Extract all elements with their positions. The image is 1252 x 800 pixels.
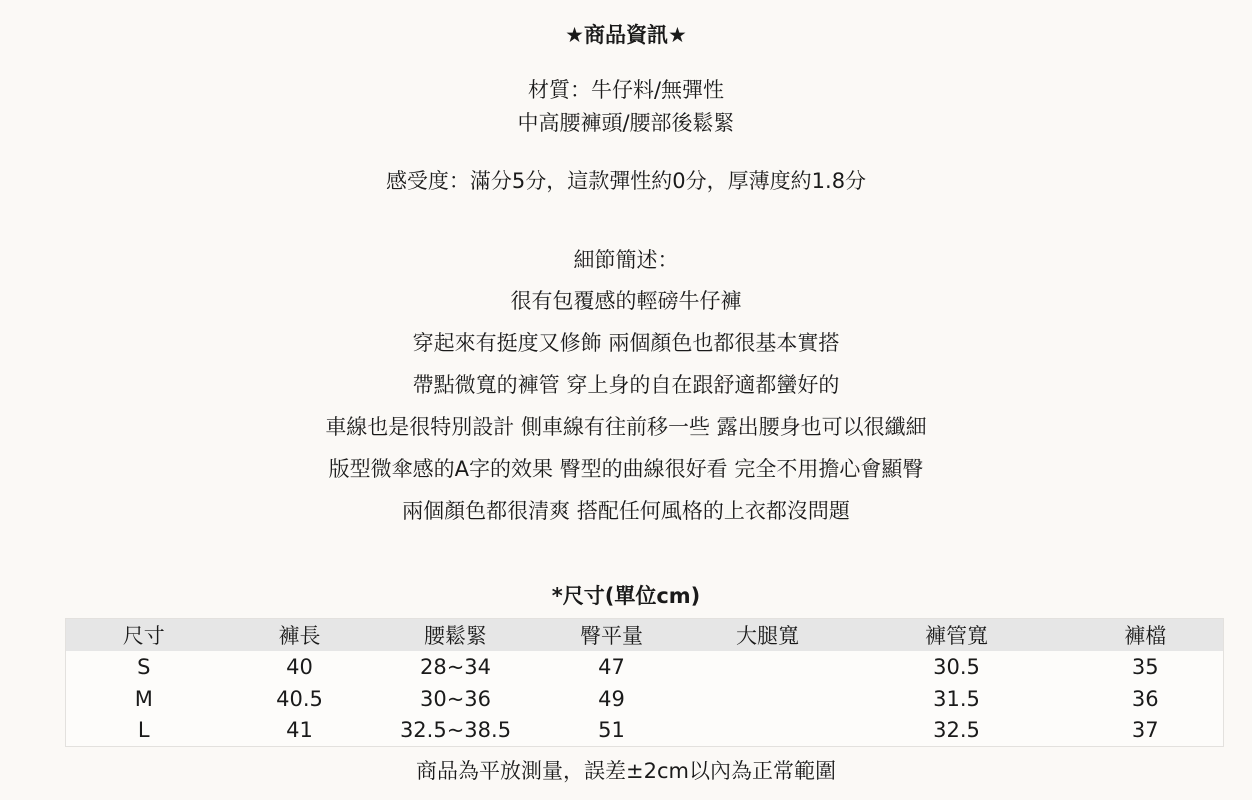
detail-line: 很有包覆感的輕磅牛仔褲: [510, 289, 742, 313]
table-cell: 30.5: [933, 654, 980, 679]
header-cell: 臀平量: [580, 623, 643, 648]
table-cell: 40: [286, 654, 313, 679]
table-cell: 41: [286, 718, 313, 743]
table-cell: 47: [598, 654, 625, 679]
material-text: 材質：牛仔料/無彈性: [527, 78, 725, 102]
table-cell: [690, 651, 846, 683]
table-row: [66, 715, 1224, 747]
table-cell: [690, 683, 846, 715]
table-cell: 36: [1131, 686, 1159, 711]
table-row: [66, 683, 1224, 715]
detail-line: 帶點微寬的褲管 穿上身的自在跟舒適都蠻好的: [412, 373, 840, 397]
details-heading: 細節簡述：: [573, 248, 679, 272]
table-cell: 51: [598, 718, 625, 743]
table-row: [66, 651, 1224, 683]
table-cell: 32.5~38.5: [399, 718, 512, 743]
detail-line: 版型微傘感的A字的效果 臀型的曲線很好看 完全不用擔心會顯臀: [328, 457, 924, 481]
detail-line: 車線也是很特別設計 側車線有往前移一些 露出腰身也可以很纖細: [325, 415, 927, 439]
table-cell: [690, 715, 846, 747]
header-cell: 腰鬆緊: [424, 623, 487, 648]
table-cell: 32.5: [933, 718, 980, 743]
size-heading: *尺寸(單位cm): [551, 584, 701, 608]
header-cell: 褲長: [278, 623, 321, 648]
product-info-title: ★商品資訊★: [565, 23, 687, 47]
feel-rating-text: 感受度：滿分5分，這款彈性約0分，厚薄度約1.8分: [385, 169, 867, 193]
table-cell: 49: [598, 686, 625, 711]
size-table: [65, 618, 1224, 747]
table-cell: 35: [1131, 654, 1159, 679]
table-cell: S: [137, 654, 151, 679]
header-cell: 大腿寬: [736, 623, 799, 648]
table-cell: L: [137, 718, 150, 743]
table-cell: 28~34: [419, 654, 492, 679]
table-cell: M: [134, 686, 153, 711]
header-cell: 褲管寬: [925, 623, 988, 648]
header-cell: 褲檔: [1124, 623, 1167, 648]
waist-text: 中高腰褲頭/腰部後鬆緊: [517, 111, 735, 135]
size-table-header-row: [66, 619, 1224, 651]
table-cell: 31.5: [933, 686, 980, 711]
detail-line: 兩個顏色都很清爽 搭配任何風格的上衣都沒問題: [402, 499, 850, 523]
table-cell: 40.5: [276, 686, 323, 711]
table-cell: 30~36: [419, 686, 492, 711]
header-cell: 尺寸: [122, 623, 165, 648]
table-cell: 37: [1131, 718, 1159, 743]
detail-line: 穿起來有挺度又修飾 兩個顏色也都很基本實搭: [412, 331, 840, 355]
measurement-footnote: 商品為平放測量，誤差±2cm以內為正常範圍: [416, 759, 836, 783]
